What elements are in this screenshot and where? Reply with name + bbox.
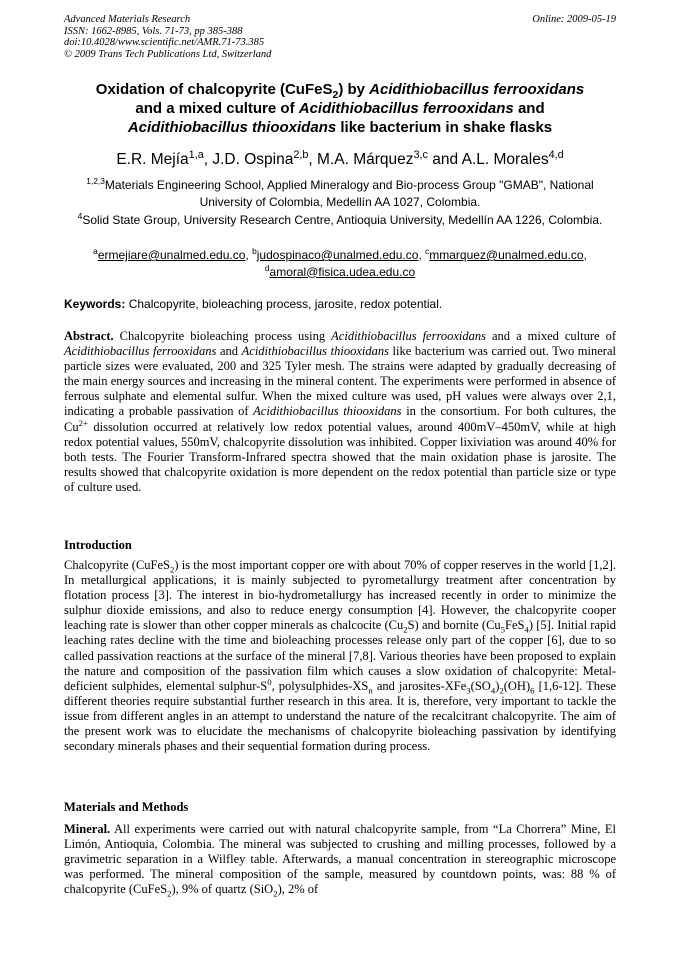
affiliation-2: $^4$Solid State Group, University Research Centre, Antioquia University, Medellín AA 1226, Colombia. xyxy=(77,211,603,227)
methods-mineral-text: Mineral. All experiments were carried out with natural chalcopyrite sample, from “La Chorrera” Mine, El Limón, Antioquia, Colombia. The mineral was subjected to crushing and milling processes, followed by a gravimetric separation in a Wilfley table. Afterwards, a manual concentration in stereographic microscope was performed. The mineral composition of the sample, measured by countdown points, was: 88 % of chalcopyrite (CuFeS$_2$), 9% of quartz (SiO$_2$), 2% of xyxy=(64,822,616,899)
email-link-4[interactable]: amoral@fisica.udea.edu.co xyxy=(269,264,416,279)
copyright-line: © 2009 Trans Tech Publications Ltd, Switzerland xyxy=(64,48,272,60)
issn-line: ISSN: 1662-8985, Vols. 71-73, pp 385-388 xyxy=(64,25,243,37)
introduction-heading: Introduction xyxy=(64,538,132,552)
author-list: E.R. Mejía$^{1,a}$, J.D. Ospina$^{2,b}$, M.A. Márquez$^{3,c}$ and A.L. Morales$^{4,d}$ xyxy=(116,148,564,168)
email-link-3[interactable]: mmarquez@unalmed.edu.co xyxy=(429,248,584,262)
journal-name: Advanced Materials Research xyxy=(64,14,191,25)
introduction-text: Chalcopyrite (CuFeS$_2$) is the most important copper ore with about 70% of copper reserves in the world [1,2]. In metallurgical applications, it is mainly subjected to pyrometallurgy treatment after concentration by flotation process [3]. The interest in bio-hydrometallurgy has increased recently in order to minimize the sulphur dioxide emissions, and also to reduce energy consumption [4]. However, the chalcopyrite cooper leaching rate is slower than other copper minerals as chalcocite $(Cu_2S)$ and bornite $(Cu_5FeS_4)$ [5]. Initial rapid leaching rates decline with the time and bioleaching processes release only part of the copper [6], due to so called passivation reactions at the surface of the mineral [7,8]. Various theories have been proposed to explain the nature and composition of the passivation film which causes a slow oxidation of chalcopyrite: Metal-deficient sulphides, elemental sulphur-$S^0$, polysulphides-$XS_n$ and jarosites-$XFe_3(SO_4)_2(OH)_6$ [1,6-12]. These different theories require substantial further research in this area. It is, therefore, very important to tackle the issue from different angles in an attempt to understand the nature of the recalcitrant chalcopyrite. The aim of the present work was to elucidate the mechanisms of chalcopyrite bioleaching passivation by identifying secondary minerals phases and their sequential formation during process. xyxy=(64,558,616,754)
running-header xyxy=(64,14,616,60)
affiliation-1: $^{1,2,3}$Materials Engineering School, Applied Mineralogy and Bio-process Group "GMAB", National University of Colombia, Medellín AA 1027, Colombia. xyxy=(86,176,594,209)
methods-heading: Materials and Methods xyxy=(64,800,189,814)
email-list: $^a$ermejiare@unalmed.edu.co, $^b$judospinaco@unalmed.edu.co, $^c$mmarquez@unalmed.edu.co, $^d$amoral@fisica.udea.edu.co xyxy=(93,246,587,279)
online-date: Online: 2009-05-19 xyxy=(532,14,616,25)
email-link-2[interactable]: judospinaco@unalmed.edu.co xyxy=(256,248,419,262)
paper-title: Oxidation of chalcopyrite (CuFeS$_2$) by Acidithiobacillus ferrooxidans and a mixed culture of Acidithiobacillus ferrooxidans and Acidithiobacillus thiooxidans like bacterium in shake flasks xyxy=(95,81,585,136)
abstract: Abstract. Chalcopyrite bioleaching process using Acidithiobacillus ferrooxidans and a mixed culture of Acidithiobacillus ferrooxidans and Acidithiobacillus thiooxidans like bacterium was carried out. Two mineral particle sizes were evaluated, 200 and 325 Tyler mesh. The strains were adapted by gradually decreasing of the main energy sources and increasing in the mineral content. The experiments were performed in absence of ferrous sulphate and elemental sulfur. When the mixed culture was used, pH values were always over 2,1, indicating a probable passivation of Acidithiobacillus thiooxidans in the consortium. For both cultures, the $Cu^{2+}$ dissolution occurred at relatively low redox potential values, around 400mV–450mV, while at high redox potential values, 550mV, chalcopyrite dissolution was inhibited. Copper lixiviation was around 40% for both tests. The Fourier Transform-Infrared spectra showed that the main oxidation phase is jarosite. The results showed that chalcopyrite oxidation is more dependent on the redox potential than particle size or type of culture used. xyxy=(64,329,617,494)
keywords: Keywords: Chalcopyrite, bioleaching process, jarosite, redox potential. xyxy=(64,297,443,311)
email-link-1[interactable]: ermejiare@unalmed.edu.co xyxy=(97,248,246,262)
doi-line: doi:10.4028/www.scientific.net/AMR.71-73.385 xyxy=(64,37,265,48)
